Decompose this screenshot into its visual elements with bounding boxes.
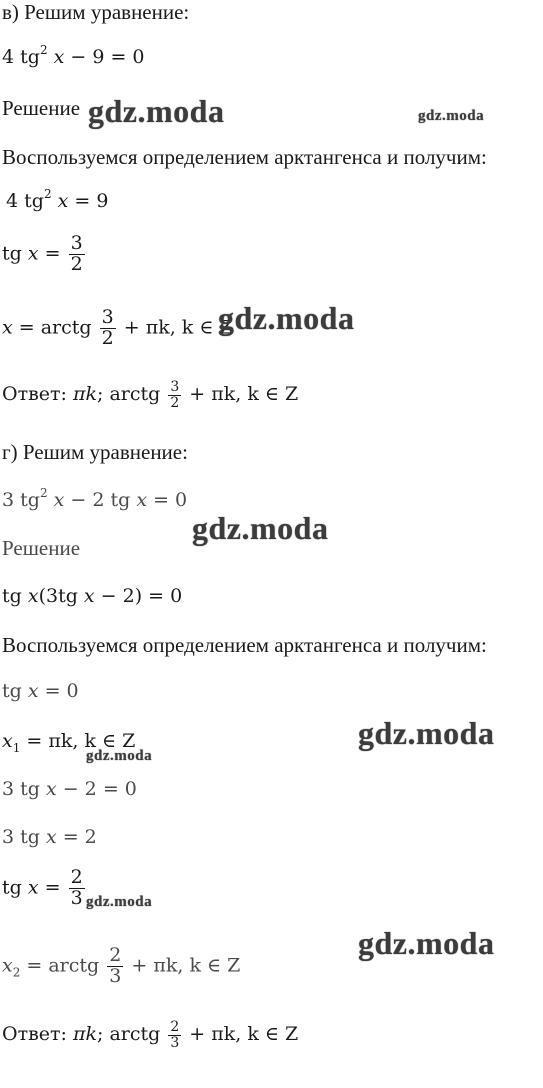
part-g-root2 (2, 946, 240, 987)
answer-fraction (168, 1020, 181, 1050)
step3-eq: = arctg (12, 316, 92, 339)
case2a-lhs: 3 tg (2, 778, 46, 800)
step1-variable: x (57, 190, 69, 212)
watermark: gdz.moda (218, 300, 355, 336)
answer-sep: ; arctg (97, 1023, 161, 1046)
answer-pk: πk (72, 383, 97, 406)
step1-coef: 4 tg (6, 190, 44, 212)
case1-rest: = 0 (38, 680, 79, 702)
step2-fraction (69, 234, 85, 275)
case2b-lhs: 3 tg (2, 826, 46, 848)
fraction-numerator: 2 (109, 944, 122, 966)
part-g-case2c (2, 868, 87, 909)
case2c-eq: = (38, 876, 67, 899)
answer-tail: + πk, k ∈ Z (183, 383, 299, 406)
fraction-denominator: 2 (70, 252, 83, 275)
fraction-denominator: 2 (170, 394, 180, 411)
answer-fraction (168, 380, 181, 410)
answer-pk: πk (72, 1023, 97, 1046)
root1-rest: = πk, k ∈ Z (20, 730, 136, 752)
root1-subscript: 1 (12, 741, 21, 755)
watermark: gdz.moda (418, 108, 485, 124)
step1-rest: = 9 (68, 190, 109, 212)
case2a-rest: − 2 = 0 (56, 778, 137, 800)
equation-variable: x (53, 489, 65, 511)
watermark: gdz.moda (192, 510, 329, 546)
fraction-numerator: 2 (70, 866, 83, 888)
watermark: gdz.moda (358, 715, 495, 751)
step2-variable: x (27, 242, 39, 265)
case2c-variable: x (27, 876, 39, 899)
part-g-case2b (2, 826, 97, 848)
case1-variable: x (27, 680, 39, 702)
case1-lhs: tg (2, 680, 28, 702)
case2c-fraction (69, 868, 85, 909)
equation-exponent: 2 (39, 43, 48, 57)
part-v-solution-label: Решение (2, 96, 81, 120)
step3-fraction (100, 308, 116, 349)
part-v-step2 (2, 234, 87, 275)
part-v-answer (2, 380, 298, 410)
root2-subscript: 2 (12, 965, 21, 980)
answer-label: Ответ: (2, 1023, 73, 1046)
equation-rest: − 9 = 0 (64, 46, 145, 68)
step3-tail: + πk, k ∈ Z (117, 316, 233, 339)
part-g-case2a (2, 778, 137, 800)
factored-variable: x (27, 585, 39, 607)
part-g-equation (2, 486, 188, 511)
fraction-denominator: 3 (109, 964, 122, 987)
case2b-rest: = 2 (56, 826, 97, 848)
root2-eq: = arctg (20, 954, 100, 977)
case2a-variable: x (45, 778, 57, 800)
factored-variable-2: x (83, 585, 95, 607)
fraction-numerator: 3 (101, 306, 114, 328)
factored-mid: (3tg (38, 585, 84, 607)
factored-rest: − 2) = 0 (94, 585, 183, 607)
factored-lhs: tg (2, 585, 28, 607)
part-g-solution-label: Решение (2, 536, 81, 560)
watermark: gdz.moda (358, 925, 495, 961)
equation-exponent: 2 (39, 486, 48, 500)
fraction-numerator: 2 (170, 1019, 180, 1035)
root1-variable: x (2, 730, 13, 752)
part-v-equation (2, 43, 145, 68)
root2-tail: + πk, k ∈ Z (125, 954, 241, 977)
equation-coef: 4 tg (2, 46, 40, 68)
equation-rest: − 2 tg (64, 489, 137, 511)
root2-variable: x (2, 954, 13, 977)
equation-variable-2: x (136, 489, 148, 511)
part-v-step3 (2, 308, 233, 349)
case2c-lhs: tg (2, 876, 28, 899)
step2-lhs: tg (2, 242, 28, 265)
part-v-step1 (6, 187, 109, 212)
equation-variable: x (53, 46, 65, 68)
fraction-denominator: 3 (170, 1034, 180, 1051)
step2-eq: = (38, 242, 67, 265)
answer-sep: ; arctg (97, 383, 161, 406)
part-g-case1 (2, 680, 79, 702)
part-g-answer (2, 1020, 298, 1050)
step1-exponent: 2 (43, 187, 52, 201)
fraction-denominator: 2 (101, 326, 114, 349)
root2-fraction (107, 946, 123, 987)
watermark: gdz.moda (86, 748, 153, 764)
part-g-method: Воспользуемся определением арктангенса и получим: (2, 633, 487, 657)
answer-tail: + πk, k ∈ Z (183, 1023, 299, 1046)
fraction-denominator: 3 (70, 886, 83, 909)
part-v-method: Воспользуемся определением арктангенса и получим: (2, 145, 487, 169)
answer-label: Ответ: (2, 383, 73, 406)
watermark: gdz.moda (88, 93, 225, 129)
equation-rest-2: = 0 (147, 489, 188, 511)
part-g-heading: г) Решим уравнение: (2, 440, 188, 464)
step3-variable: x (2, 316, 13, 339)
fraction-numerator: 3 (70, 232, 83, 254)
fraction-numerator: 3 (170, 379, 180, 395)
equation-coef: 3 tg (2, 489, 40, 511)
case2b-variable: x (45, 826, 57, 848)
watermark: gdz.moda (86, 894, 153, 910)
part-g-factored (2, 585, 182, 607)
part-v-heading: в) Решим уравнение: (2, 0, 190, 24)
